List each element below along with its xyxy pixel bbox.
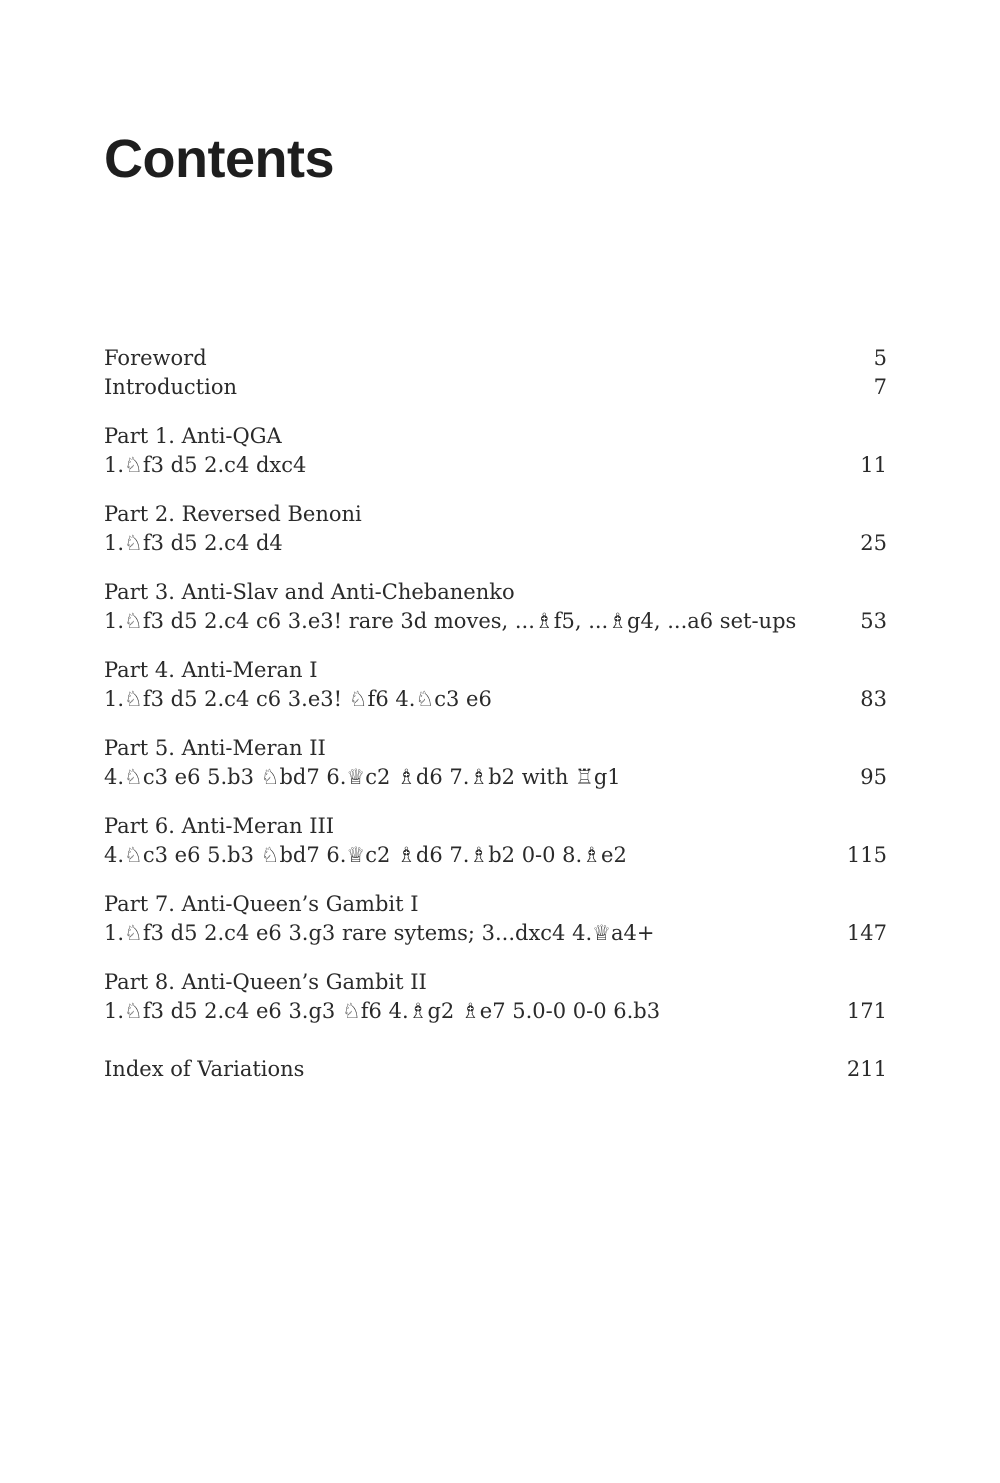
part-heading: Part 3. Anti-Slav and Anti-Chebanenko [104,580,515,604]
toc-page-number: 25 [860,531,887,555]
part-moves: 1.♘f3 d5 2.c4 dxc4 [104,453,307,477]
part-moves: 1.♘f3 d5 2.c4 c6 3.e3! rare 3d moves, ...♗f5, ...♗g4, ...a6 set-ups [104,609,797,633]
toc-entry-foreword[interactable] [104,344,887,373]
part-heading: Part 5. Anti-Meran II [104,736,326,760]
part-heading: Part 1. Anti-QGA [104,424,282,448]
toc-part-8[interactable] [104,968,887,1026]
toc-page-number: 147 [846,921,887,945]
toc-page-number: 83 [860,687,887,711]
toc-page-number: 211 [846,1057,887,1081]
part-heading: Part 2. Reversed Benoni [104,502,362,526]
toc-page-number: 171 [846,999,887,1023]
toc-entry-index[interactable] [104,1055,887,1084]
toc-entry-label: Index of Variations [104,1057,305,1081]
toc-page-number: 5 [873,346,887,370]
toc-page-number: 95 [860,765,887,789]
part-heading: Part 6. Anti-Meran III [104,814,335,838]
toc-part-7[interactable] [104,890,887,948]
toc-part-5[interactable] [104,734,887,792]
toc-page-number: 11 [860,453,887,477]
toc-entry-label: Introduction [104,375,237,399]
toc-page-number: 7 [873,375,887,399]
toc-entry-introduction[interactable] [104,373,887,402]
toc-page-number: 53 [860,609,887,633]
toc-part-2[interactable] [104,500,887,558]
part-moves: 1.♘f3 d5 2.c4 d4 [104,531,283,555]
part-moves: 1.♘f3 d5 2.c4 c6 3.e3! ♘f6 4.♘c3 e6 [104,687,492,711]
toc-part-6[interactable] [104,812,887,870]
part-moves: 1.♘f3 d5 2.c4 e6 3.g3 rare sytems; 3...dxc4 4.♕a4+ [104,921,655,945]
part-moves: 4.♘c3 e6 5.b3 ♘bd7 6.♕c2 ♗d6 7.♗b2 with ♖g1 [104,765,621,789]
part-moves: 4.♘c3 e6 5.b3 ♘bd7 6.♕c2 ♗d6 7.♗b2 0-0 8.♗e2 [104,843,627,867]
front-matter [104,344,887,402]
toc-part-4[interactable] [104,656,887,714]
toc-page-number: 115 [846,843,887,867]
table-of-contents [104,344,887,1084]
toc-entry-label: Foreword [104,346,207,370]
part-heading: Part 4. Anti-Meran I [104,658,318,682]
toc-part-1[interactable] [104,422,887,480]
part-moves: 1.♘f3 d5 2.c4 e6 3.g3 ♘f6 4.♗g2 ♗e7 5.0-0 0-0 6.b3 [104,999,661,1023]
page-title: Contents [104,129,334,189]
toc-part-3[interactable] [104,578,887,636]
part-heading: Part 7. Anti-Queen’s Gambit I [104,892,419,916]
part-heading: Part 8. Anti-Queen’s Gambit II [104,970,427,994]
